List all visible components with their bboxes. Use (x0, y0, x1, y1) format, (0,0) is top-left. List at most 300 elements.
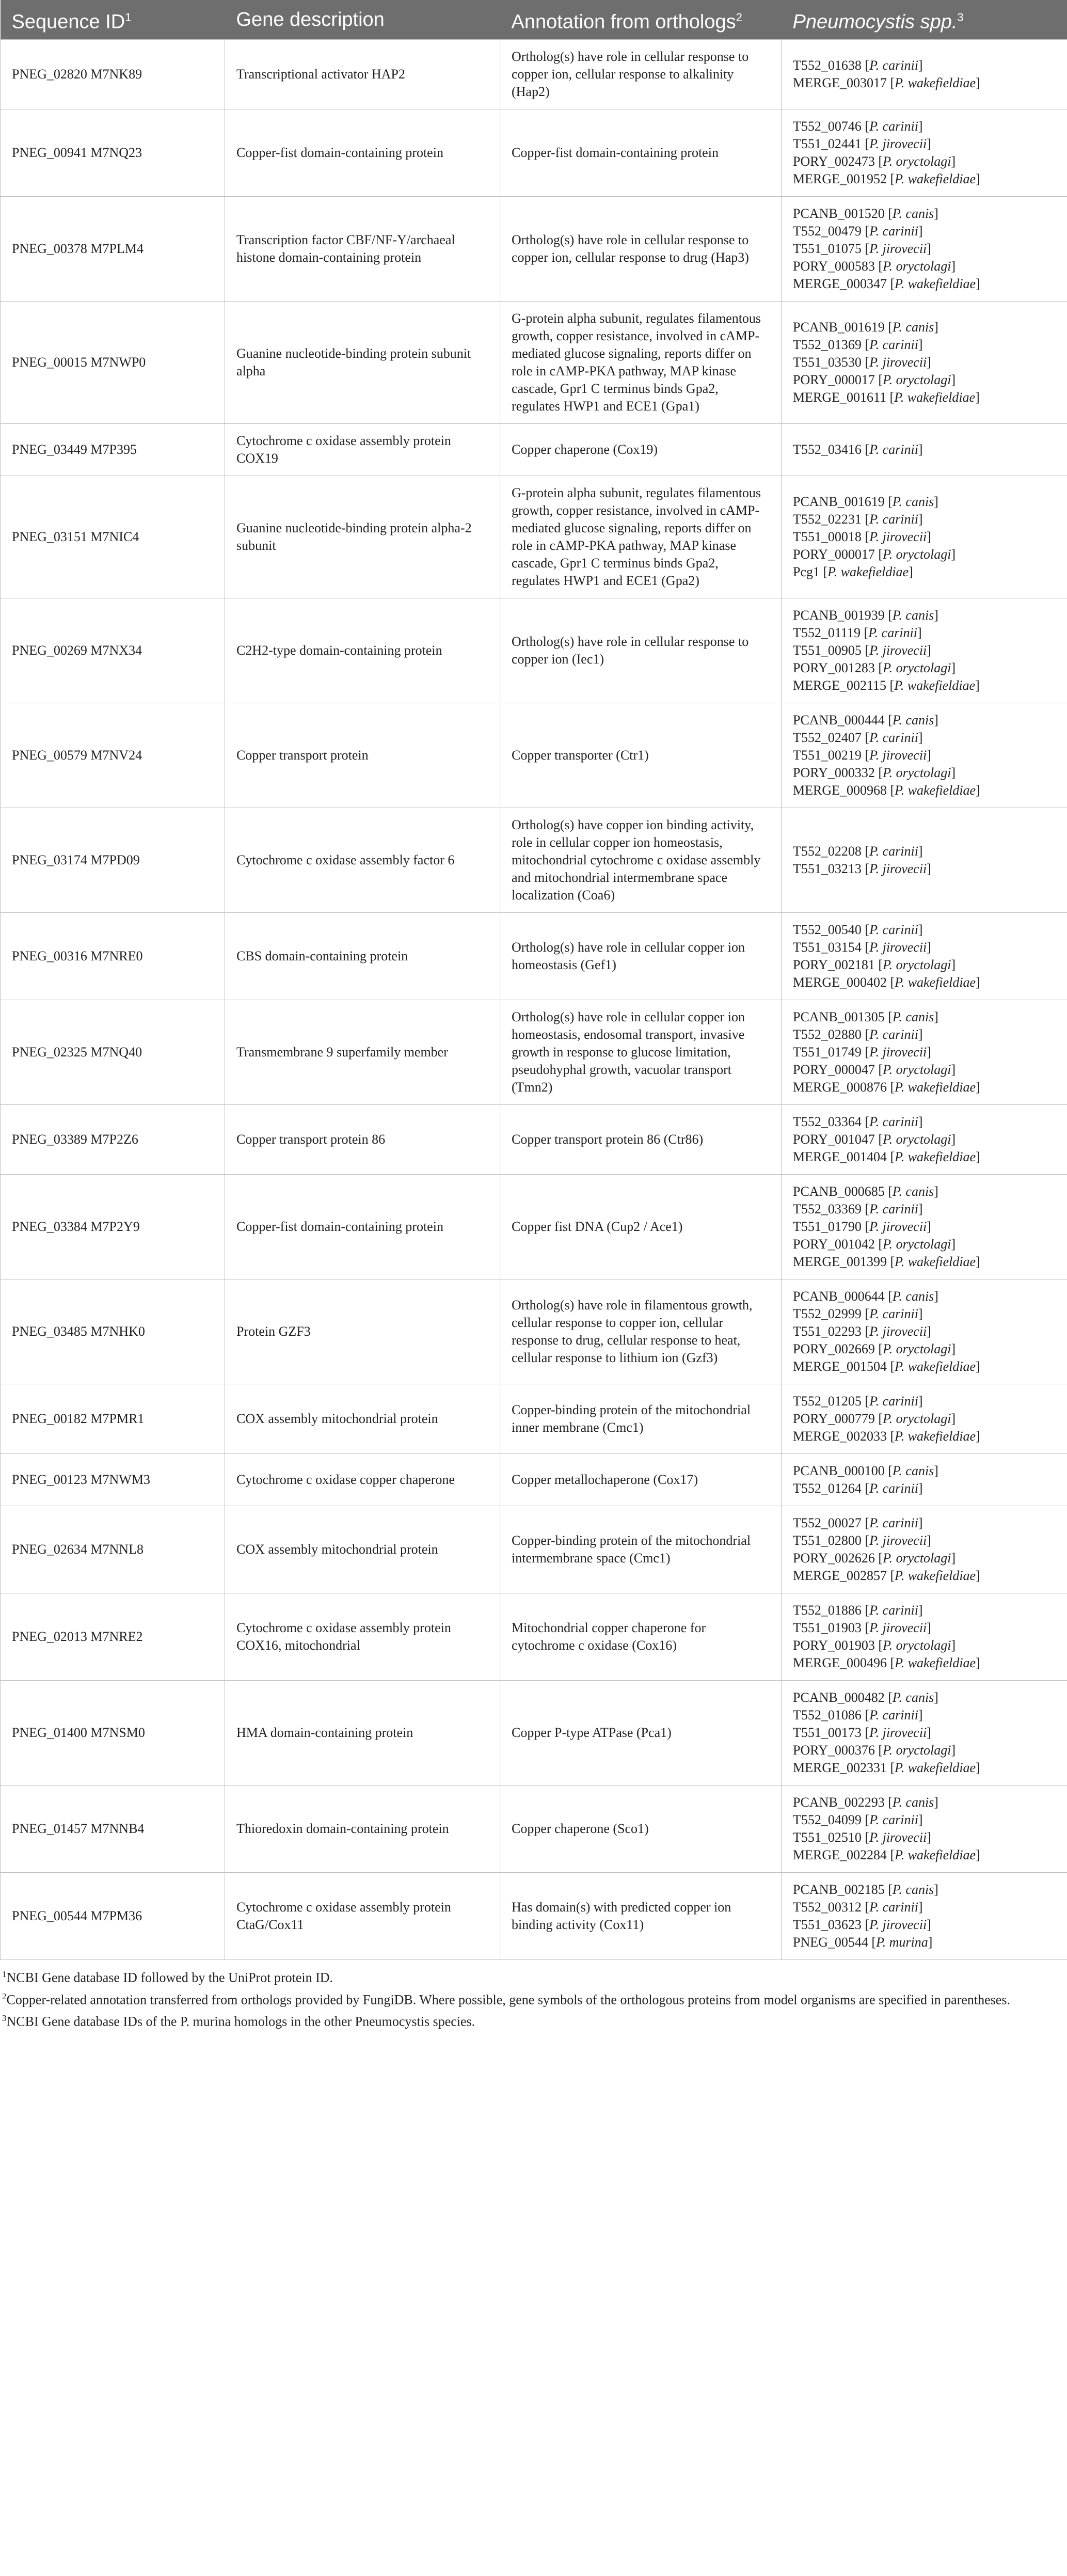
species-name: P. wakefieldiae (895, 975, 976, 990)
species-name: P. wakefieldiae (895, 1568, 976, 1583)
species-gene-id: MERGE_000876 (793, 1080, 887, 1095)
species-entry: T551_03623 [P. jirovecii] (793, 1917, 931, 1932)
annotation-cell: Ortholog(s) have role in cellular copper ion homeostasis (Gef1) (500, 913, 782, 1000)
species-entry: PORY_001283 [P. oryctolagi] (793, 660, 956, 675)
species-gene-id: PCANB_002293 (793, 1795, 885, 1810)
species-cell (782, 424, 1067, 476)
species-name: P. oryctolagi (883, 1638, 951, 1653)
species-entry: T551_03154 [P. jirovecii] (793, 940, 931, 955)
sequence-id-cell: PNEG_00941 M7NQ23 (1, 109, 225, 197)
species-entry: T552_00746 [P. carinii] (793, 119, 923, 134)
species-entry: T551_01749 [P. jirovecii] (793, 1045, 931, 1060)
species-name: P. carinii (869, 1900, 918, 1915)
species-gene-id: T552_01119 (793, 625, 861, 640)
species-entry: MERGE_002857 [P. wakefieldiae] (793, 1568, 980, 1583)
species-entry: PORY_001047 [P. oryctolagi] (793, 1132, 956, 1147)
species-cell (782, 1454, 1067, 1506)
species-entry: T552_00027 [P. carinii] (793, 1515, 923, 1530)
species-gene-id: T551_01903 (793, 1620, 862, 1635)
species-gene-id: MERGE_002284 (793, 1847, 887, 1862)
species-gene-id: PORY_001283 (793, 660, 875, 675)
species-name: P. carinii (869, 922, 918, 937)
gene-description-cell: COX assembly mitochondrial protein (225, 1506, 500, 1593)
species-cell (782, 1873, 1067, 1960)
species-gene-id: MERGE_001611 (793, 390, 887, 405)
species-name: P. oryctolagi (883, 1237, 951, 1252)
annotation-cell: Copper-binding protein of the mitochondrial inner membrane (Cmc1) (500, 1384, 782, 1454)
sequence-id-cell: PNEG_02013 M7NRE2 (1, 1593, 225, 1681)
species-name: P. murina (876, 1935, 928, 1950)
gene-description-cell: Copper-fist domain-containing protein (225, 1175, 500, 1279)
species-name: P. jirovecii (869, 748, 927, 763)
species-entry: PCANB_002293 [P. canis] (793, 1795, 938, 1810)
species-entry: T551_01075 [P. jirovecii] (793, 241, 931, 256)
species-gene-id: T551_00018 (793, 529, 862, 544)
table-row (1, 1681, 1067, 1785)
species-entry: MERGE_000876 [P. wakefieldiae] (793, 1080, 980, 1095)
species-name: P. carinii (869, 1027, 918, 1042)
species-gene-id: T552_01264 (793, 1481, 862, 1496)
table-row (1, 109, 1067, 197)
species-name: P. jirovecii (869, 355, 927, 370)
footnote (2, 1965, 1065, 1987)
species-entry: T552_00312 [P. carinii] (793, 1900, 923, 1915)
species-entry: MERGE_001504 [P. wakefieldiae] (793, 1359, 980, 1374)
annotation-cell: Copper P-type ATPase (Pca1) (500, 1681, 782, 1785)
species-gene-id: T551_03623 (793, 1917, 862, 1932)
species-entry: T551_03530 [P. jirovecii] (793, 355, 931, 370)
species-entry: T551_00905 [P. jirovecii] (793, 643, 931, 658)
species-gene-id: T552_01086 (793, 1708, 862, 1722)
species-entry: PCANB_001619 [P. canis] (793, 320, 938, 335)
gene-description-cell: Cytochrome c oxidase assembly protein COX16, mitochondrial (225, 1593, 500, 1681)
species-name: P. wakefieldiae (895, 1847, 976, 1862)
species-entry: PCANB_000685 [P. canis] (793, 1184, 938, 1199)
species-gene-id: PCANB_000685 (793, 1184, 885, 1199)
table-header (1, 0, 1067, 40)
species-name: P. wakefieldiae (895, 1080, 976, 1095)
species-gene-id: T552_00312 (793, 1900, 862, 1915)
gene-description-cell: Copper-fist domain-containing protein (225, 109, 500, 197)
species-name: P. oryctolagi (883, 660, 951, 675)
species-gene-id: T552_02231 (793, 512, 862, 527)
species-entry: PORY_000376 [P. oryctolagi] (793, 1743, 956, 1758)
species-gene-id: T552_00027 (793, 1515, 862, 1530)
species-gene-id: T552_00540 (793, 922, 862, 937)
species-name: P. wakefieldiae (895, 1760, 976, 1775)
annotation-cell: Copper chaperone (Cox19) (500, 424, 782, 476)
species-gene-id: T551_02293 (793, 1324, 862, 1339)
species-entry: PCANB_001939 [P. canis] (793, 608, 938, 623)
species-entry: T552_00479 [P. carinii] (793, 224, 923, 239)
species-entry: T551_02510 [P. jirovecii] (793, 1830, 931, 1845)
annotation-cell: Copper fist DNA (Cup2 / Ace1) (500, 1175, 782, 1279)
species-name: P. oryctolagi (883, 154, 951, 169)
species-gene-id: PORY_002626 (793, 1551, 875, 1566)
header-row (1, 0, 1067, 40)
sequence-id-cell: PNEG_00544 M7PM36 (1, 1873, 225, 1960)
species-entry: PORY_001903 [P. oryctolagi] (793, 1638, 956, 1653)
footnote-text: Copper-related annotation transferred from orthologs provided by FungiDB. Where possible, gene symbols of the orthologous proteins from model organisms are specified in parentheses. (6, 1992, 1010, 2008)
table-row (1, 1873, 1067, 1960)
species-entry: T551_02441 [P. jirovecii] (793, 136, 931, 151)
annotation-cell: Mitochondrial copper chaperone for cytochrome c oxidase (Cox16) (500, 1593, 782, 1681)
species-entry: T552_01369 [P. carinii] (793, 337, 923, 352)
species-cell (782, 476, 1067, 598)
species-gene-id: T551_02800 (793, 1533, 862, 1548)
species-entry: MERGE_002331 [P. wakefieldiae] (793, 1760, 980, 1775)
species-name: P. wakefieldiae (894, 390, 976, 405)
footnotes (0, 1960, 1067, 2031)
species-gene-id: T551_01749 (793, 1045, 862, 1060)
species-gene-id: PORY_000332 (793, 765, 875, 780)
table-row (1, 40, 1067, 109)
gene-description-cell: Transcriptional activator HAP2 (225, 40, 500, 109)
species-name: P. canis (892, 1184, 934, 1199)
species-entry: MERGE_000968 [P. wakefieldiae] (793, 783, 980, 798)
species-entry: T551_02293 [P. jirovecii] (793, 1324, 931, 1339)
sequence-id-cell: PNEG_00378 M7PLM4 (1, 197, 225, 302)
species-gene-id: PCANB_002185 (793, 1882, 885, 1897)
species-name: P. carinii (869, 337, 918, 352)
gene-description-cell: Copper transport protein 86 (225, 1105, 500, 1175)
species-cell (782, 703, 1067, 808)
species-gene-id: T552_01369 (793, 337, 862, 352)
species-entry: T552_04099 [P. carinii] (793, 1812, 923, 1827)
species-name: P. carinii (869, 1306, 918, 1321)
gene-description-cell: Thioredoxin domain-containing protein (225, 1785, 500, 1873)
species-name: P. wakefieldiae (895, 783, 976, 798)
species-gene-id: PNEG_00544 (793, 1935, 868, 1950)
gene-description-cell: Guanine nucleotide-binding protein alpha-2 subunit (225, 476, 500, 598)
annotation-cell: Copper-fist domain-containing protein (500, 109, 782, 197)
species-entry: MERGE_001399 [P. wakefieldiae] (793, 1254, 980, 1269)
species-name: P. jirovecii (869, 940, 927, 955)
species-gene-id: T551_02510 (793, 1830, 862, 1845)
species-entry: T552_03369 [P. carinii] (793, 1202, 923, 1216)
species-name: P. wakefieldiae (894, 678, 976, 693)
species-name: P. oryctolagi (883, 547, 951, 562)
species-name: P. jirovecii (869, 861, 927, 876)
species-name: P. wakefieldiae (827, 564, 909, 579)
species-gene-id: PCANB_001305 (793, 1009, 885, 1024)
species-gene-id: T552_02407 (793, 730, 862, 745)
species-name: P. carinii (869, 1708, 918, 1722)
sequence-id-cell: PNEG_00316 M7NRE0 (1, 913, 225, 1000)
annotation-cell: Copper-binding protein of the mitochondrial intermembrane space (Cmc1) (500, 1506, 782, 1593)
gene-description-cell: Transcription factor CBF/NF-Y/archaeal histone domain-containing protein (225, 197, 500, 302)
sequence-id-cell: PNEG_02820 M7NK89 (1, 40, 225, 109)
annotation-cell: Ortholog(s) have copper ion binding activity, role in cellular copper ion homeostasis, mitochondrial cytochrome c oxidase assembly and mitochondrial intermembrane space localization (Coa6) (500, 808, 782, 913)
sequence-id-cell: PNEG_00123 M7NWM3 (1, 1454, 225, 1506)
species-entry: T552_02407 [P. carinii] (793, 730, 923, 745)
sequence-id-cell: PNEG_03449 M7P395 (1, 424, 225, 476)
species-cell (782, 302, 1067, 424)
annotation-cell: Ortholog(s) have role in cellular response to copper ion, cellular response to drug (Hap3) (500, 197, 782, 302)
species-name: P. carinii (869, 1202, 918, 1216)
species-entry: T552_02231 [P. carinii] (793, 512, 923, 527)
species-gene-id: MERGE_002331 (793, 1760, 887, 1775)
species-name: P. jirovecii (869, 1917, 927, 1932)
gene-description-cell: Copper transport protein (225, 703, 500, 808)
header-gene-description: Gene description (225, 0, 500, 40)
species-gene-id: T551_00905 (793, 643, 862, 658)
species-cell (782, 40, 1067, 109)
table-row (1, 1593, 1067, 1681)
gene-description-cell: CBS domain-containing protein (225, 913, 500, 1000)
species-gene-id: T551_01790 (793, 1219, 862, 1234)
species-entry: PORY_001042 [P. oryctolagi] (793, 1237, 956, 1252)
species-name: P. oryctolagi (883, 259, 951, 274)
species-entry: T551_03213 [P. jirovecii] (793, 861, 931, 876)
species-entry: PORY_000779 [P. oryctolagi] (793, 1411, 956, 1426)
species-name: P. carinii (869, 224, 918, 239)
species-name: P. oryctolagi (883, 765, 951, 780)
species-entry: PCANB_001305 [P. canis] (793, 1009, 938, 1024)
annotation-cell: Copper metallochaperone (Cox17) (500, 1454, 782, 1506)
species-name: P. carinii (869, 844, 918, 859)
species-cell (782, 1175, 1067, 1279)
species-entry: T551_00173 [P. jirovecii] (793, 1725, 931, 1740)
sequence-id-cell: PNEG_01400 M7NSM0 (1, 1681, 225, 1785)
species-entry: MERGE_002033 [P. wakefieldiae] (793, 1429, 980, 1444)
species-name: P. jirovecii (869, 529, 927, 544)
species-entry: PORY_002473 [P. oryctolagi] (793, 154, 956, 169)
species-entry: PORY_000332 [P. oryctolagi] (793, 765, 956, 780)
gene-description-cell: Cytochrome c oxidase copper chaperone (225, 1454, 500, 1506)
species-entry: T552_00540 [P. carinii] (793, 922, 923, 937)
species-gene-id: T552_01886 (793, 1603, 862, 1618)
species-entry: MERGE_002115 [P. wakefieldiae] (793, 678, 980, 693)
species-gene-id: PCANB_000100 (793, 1463, 885, 1478)
species-name: P. carinii (869, 1394, 918, 1409)
species-entry: PCANB_001520 [P. canis] (793, 206, 938, 221)
species-name: P. wakefieldiae (895, 171, 976, 186)
species-name: P. wakefieldiae (895, 276, 976, 291)
species-entry: MERGE_000496 [P. wakefieldiae] (793, 1655, 980, 1670)
footnote (2, 1987, 1065, 2010)
species-cell (782, 1279, 1067, 1384)
species-gene-id: T552_03416 (793, 442, 862, 457)
species-name: P. canis (892, 206, 934, 221)
species-entry: MERGE_001404 [P. wakefieldiae] (793, 1149, 980, 1164)
species-gene-id: MERGE_000968 (793, 783, 887, 798)
species-entry: T551_01790 [P. jirovecii] (793, 1219, 931, 1234)
footnote (2, 2009, 1065, 2031)
species-name: P. jirovecii (869, 643, 927, 658)
species-entry: T552_03364 [P. carinii] (793, 1114, 923, 1129)
annotation-cell: Copper transporter (Ctr1) (500, 703, 782, 808)
species-name: P. jirovecii (869, 1219, 927, 1234)
species-name: P. oryctolagi (883, 1411, 951, 1426)
species-name: P. jirovecii (869, 1620, 927, 1635)
gene-description-cell: Guanine nucleotide-binding protein subunit alpha (225, 302, 500, 424)
table-row (1, 1506, 1067, 1593)
species-entry: T552_01086 [P. carinii] (793, 1708, 923, 1722)
species-gene-id: T552_00746 (793, 119, 862, 134)
species-gene-id: PORY_002181 (793, 957, 875, 972)
species-entry: T552_03416 [P. carinii] (793, 442, 923, 457)
species-name: P. carinii (868, 625, 917, 640)
species-gene-id: MERGE_001404 (793, 1149, 887, 1164)
species-entry: T552_02208 [P. carinii] (793, 844, 923, 859)
header-species: Pneumocystis spp.$^3$ (782, 0, 1067, 40)
species-entry: PORY_000017 [P. oryctolagi] (793, 372, 956, 387)
species-gene-id: PORY_001047 (793, 1132, 875, 1147)
species-name: P. jirovecii (869, 1725, 927, 1740)
species-name: P. carinii (869, 1812, 918, 1827)
species-gene-id: T551_03154 (793, 940, 862, 955)
table-row (1, 1175, 1067, 1279)
sequence-id-cell: PNEG_03384 M7P2Y9 (1, 1175, 225, 1279)
species-name: P. canis (892, 1795, 934, 1810)
species-gene-id: PORY_001903 (793, 1638, 875, 1653)
species-cell (782, 1681, 1067, 1785)
species-entry: Pcg1 [P. wakefieldiae] (793, 564, 913, 579)
species-gene-id: PORY_000583 (793, 259, 875, 274)
species-name: P. carinii (869, 1481, 918, 1496)
gene-description-cell: Cytochrome c oxidase assembly protein CtaG/Cox11 (225, 1873, 500, 1960)
species-name: P. carinii (869, 1603, 918, 1618)
annotation-cell: Ortholog(s) have role in cellular response to copper ion (Iec1) (500, 598, 782, 703)
species-gene-id: PCANB_000644 (793, 1289, 885, 1304)
species-gene-id: PORY_001042 (793, 1237, 875, 1252)
species-name: P. canis (892, 1289, 934, 1304)
table-row (1, 1000, 1067, 1105)
species-gene-id: MERGE_000402 (793, 975, 887, 990)
species-entry: T552_02999 [P. carinii] (793, 1306, 923, 1321)
sequence-id-cell: PNEG_00182 M7PMR1 (1, 1384, 225, 1454)
species-gene-id: T551_02441 (793, 136, 862, 151)
table-row (1, 913, 1067, 1000)
species-name: P. jirovecii (869, 1045, 927, 1060)
species-cell (782, 109, 1067, 197)
sequence-id-cell: PNEG_02634 M7NNL8 (1, 1506, 225, 1593)
species-name: P. oryctolagi (883, 1062, 951, 1077)
species-cell (782, 1000, 1067, 1105)
species-entry: MERGE_000402 [P. wakefieldiae] (793, 975, 980, 990)
table-body (1, 40, 1067, 1960)
species-gene-id: T552_00479 (793, 224, 862, 239)
species-name: P. canis (892, 320, 934, 335)
species-entry: PCANB_001619 [P. canis] (793, 494, 938, 509)
species-gene-id: PORY_000779 (793, 1411, 875, 1426)
species-entry: MERGE_000347 [P. wakefieldiae] (793, 276, 980, 291)
gene-description-cell: HMA domain-containing protein (225, 1681, 500, 1785)
species-gene-id: PCANB_000482 (793, 1690, 885, 1705)
sequence-id-cell: PNEG_00269 M7NX34 (1, 598, 225, 703)
table-row (1, 302, 1067, 424)
species-entry: PNEG_00544 [P. murina] (793, 1935, 933, 1950)
gene-description-cell: Protein GZF3 (225, 1279, 500, 1384)
gene-description-cell: Cytochrome c oxidase assembly protein COX19 (225, 424, 500, 476)
footnote-text: NCBI Gene database IDs of the P. murina homologs in the other Pneumocystis species. (6, 2014, 475, 2029)
sequence-id-cell: PNEG_03485 M7NHK0 (1, 1279, 225, 1384)
species-name: P. canis (892, 608, 934, 623)
sequence-id-cell: PNEG_03174 M7PD09 (1, 808, 225, 913)
gene-description-cell: COX assembly mitochondrial protein (225, 1384, 500, 1454)
species-name: P. canis (892, 713, 934, 728)
table-row (1, 808, 1067, 913)
species-entry: MERGE_003017 [P. wakefieldiae] (793, 75, 980, 90)
annotation-cell: Ortholog(s) have role in cellular response to copper ion, cellular response to alkalinity (Hap2) (500, 40, 782, 109)
species-gene-id: MERGE_002033 (793, 1429, 887, 1444)
species-gene-id: MERGE_003017 (793, 75, 887, 90)
species-cell (782, 598, 1067, 703)
species-entry: PORY_002181 [P. oryctolagi] (793, 957, 956, 972)
gene-description-cell: Cytochrome c oxidase assembly factor 6 (225, 808, 500, 913)
table-row (1, 1785, 1067, 1873)
annotation-cell: Copper transport protein 86 (Ctr86) (500, 1105, 782, 1175)
species-name: P. canis (892, 1690, 934, 1705)
sequence-id-cell: PNEG_00579 M7NV24 (1, 703, 225, 808)
species-gene-id: PCANB_001520 (793, 206, 885, 221)
annotation-cell: Has domain(s) with predicted copper ion binding activity (Cox11) (500, 1873, 782, 1960)
species-gene-id: Pcg1 (793, 564, 820, 579)
species-gene-id: MERGE_000347 (793, 276, 887, 291)
species-entry: T552_01119 [P. carinii] (793, 625, 922, 640)
species-cell (782, 197, 1067, 302)
table-row (1, 197, 1067, 302)
sequence-id-cell: PNEG_03151 M7NIC4 (1, 476, 225, 598)
species-name: P. carinii (869, 58, 918, 73)
species-entry: T552_01886 [P. carinii] (793, 1603, 923, 1618)
table-row (1, 476, 1067, 598)
species-name: P. wakefieldiae (895, 1254, 976, 1269)
species-gene-id: T552_02999 (793, 1306, 862, 1321)
species-cell (782, 913, 1067, 1000)
species-cell (782, 1785, 1067, 1873)
species-name: P. oryctolagi (883, 957, 951, 972)
species-cell (782, 808, 1067, 913)
species-entry: T551_00219 [P. jirovecii] (793, 748, 931, 763)
species-entry: T552_01205 [P. carinii] (793, 1394, 923, 1409)
annotation-cell: Ortholog(s) have role in filamentous growth, cellular response to copper ion, cellular response to drug, cellular response to heat, cellular response to lithium ion (Gzf3) (500, 1279, 782, 1384)
species-name: P. oryctolagi (883, 1341, 951, 1356)
species-name: P. wakefieldiae (895, 75, 976, 90)
species-gene-id: T552_03364 (793, 1114, 862, 1129)
table-row (1, 1279, 1067, 1384)
species-entry: T552_01264 [P. carinii] (793, 1481, 923, 1496)
species-entry: PCANB_000482 [P. canis] (793, 1690, 938, 1705)
species-gene-id: PCANB_001939 (793, 608, 885, 623)
species-gene-id: PORY_000017 (793, 372, 875, 387)
species-name: P. jirovecii (869, 136, 927, 151)
species-name: P. oryctolagi (883, 1132, 951, 1147)
sequence-id-cell: PNEG_02325 M7NQ40 (1, 1000, 225, 1105)
footnote-mark: 2 (2, 1991, 7, 2001)
species-gene-id: T551_00219 (793, 748, 862, 763)
species-gene-id: PORY_000047 (793, 1062, 875, 1077)
species-entry: T552_02880 [P. carinii] (793, 1027, 923, 1042)
species-name: P. oryctolagi (883, 1551, 951, 1566)
species-name: P. carinii (869, 1515, 918, 1530)
species-entry: MERGE_001952 [P. wakefieldiae] (793, 171, 980, 186)
annotation-cell: Copper chaperone (Sco1) (500, 1785, 782, 1873)
species-gene-id: T552_01205 (793, 1394, 862, 1409)
table-row (1, 424, 1067, 476)
species-name: P. canis (892, 1882, 934, 1897)
species-gene-id: T552_04099 (793, 1812, 862, 1827)
annotation-cell: G-protein alpha subunit, regulates filamentous growth, copper resistance, involved in cAMP-mediated glucose signaling, reports differ on role in cAMP-PKA pathway, MAP kinase cascade, Gpr1 C terminus binds Gpa2, regulates HWP1 and ECE1 (Gpa1) (500, 302, 782, 424)
species-entry: T552_01638 [P. carinii] (793, 58, 923, 73)
species-gene-id: MERGE_000496 (793, 1655, 887, 1670)
species-gene-id: T551_03530 (793, 355, 862, 370)
gene-description-cell: Transmembrane 9 superfamily member (225, 1000, 500, 1105)
species-entry: PORY_000017 [P. oryctolagi] (793, 547, 956, 562)
species-entry: PORY_002669 [P. oryctolagi] (793, 1341, 956, 1356)
species-name: P. jirovecii (869, 1324, 927, 1339)
